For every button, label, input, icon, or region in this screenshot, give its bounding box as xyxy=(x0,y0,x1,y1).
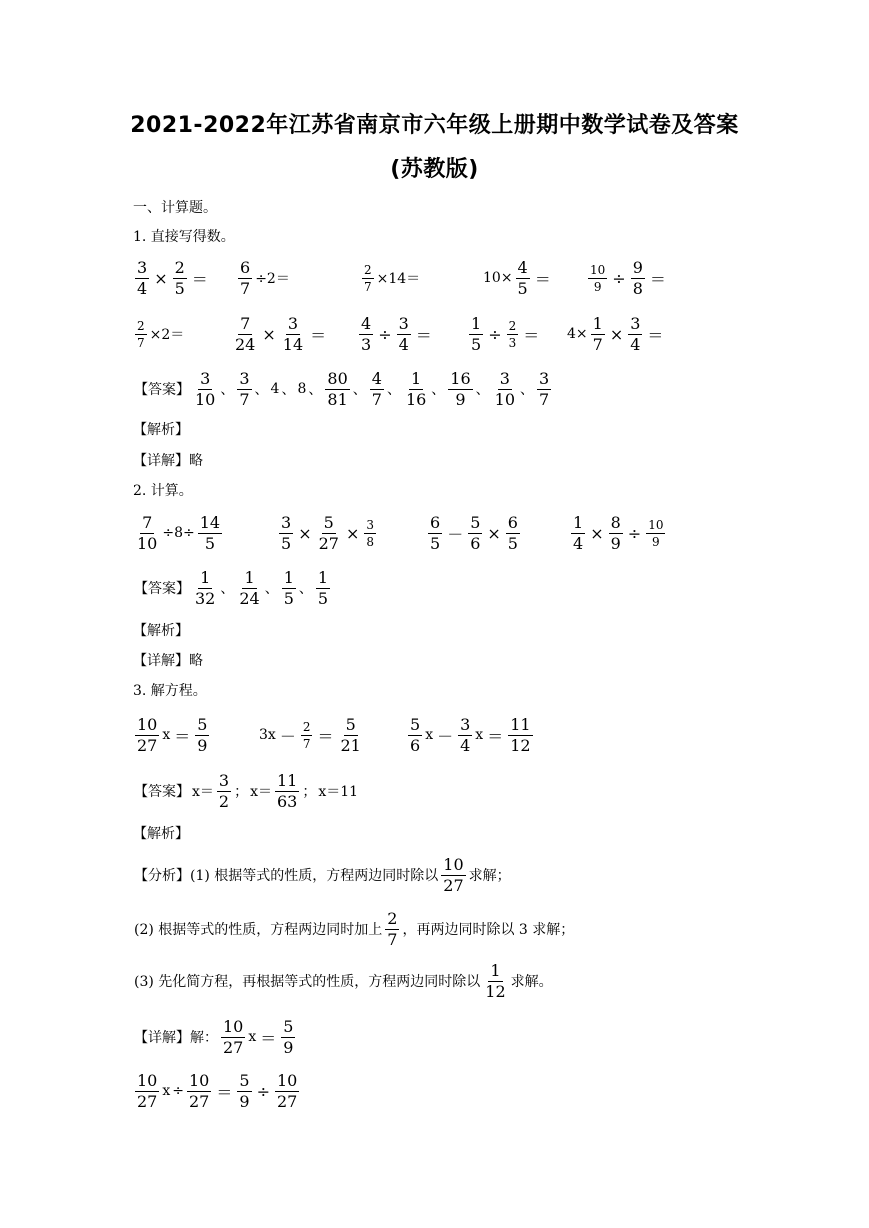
denominator: 9 xyxy=(455,389,466,409)
numerator: 6 xyxy=(507,512,518,532)
numerator: 2 xyxy=(174,257,185,277)
q2-problem xyxy=(277,510,378,556)
denominator: 6 xyxy=(410,735,421,755)
numerator: 5 xyxy=(323,512,334,532)
variable: x xyxy=(162,1083,171,1099)
q3-detail-row-2 xyxy=(0,1068,869,1114)
equals: ＝ xyxy=(534,269,551,289)
denominator: 63 xyxy=(277,791,298,811)
numerator: 2 xyxy=(137,318,145,333)
numerator: 11 xyxy=(277,770,298,790)
numerator: 6 xyxy=(240,257,251,277)
numerator: 80 xyxy=(327,368,348,388)
analysis-text xyxy=(133,852,512,898)
answer-separator: 、 xyxy=(264,581,279,597)
q3-analysis-1 xyxy=(0,852,869,898)
operator: × xyxy=(154,268,168,288)
term: 3x xyxy=(259,727,276,743)
numerator: 14 xyxy=(199,512,221,532)
numerator: 2 xyxy=(302,719,311,734)
operator: ×14＝ xyxy=(376,271,421,287)
operator: 4× xyxy=(567,326,588,342)
equals: ＝ xyxy=(260,1028,277,1048)
denominator: 27 xyxy=(223,1037,244,1057)
equals: ＝ xyxy=(216,1082,233,1102)
operator: － xyxy=(279,726,296,746)
numerator: 2 xyxy=(387,908,398,928)
answer-label: 【答案】 xyxy=(134,581,190,597)
numerator: 10 xyxy=(189,1070,210,1090)
variable: x xyxy=(162,727,171,743)
numerator: 5 xyxy=(239,1070,250,1090)
denominator: 5 xyxy=(507,533,518,553)
q3-problem-row xyxy=(0,712,869,758)
answer-separator: 、 xyxy=(254,382,269,398)
denominator: 27 xyxy=(189,1091,210,1111)
numerator: 3 xyxy=(539,368,550,388)
detail-step xyxy=(133,1014,297,1060)
denominator: 9 xyxy=(593,279,602,294)
denominator: 14 xyxy=(282,334,304,354)
numerator: 1 xyxy=(592,313,603,333)
numerator: 11 xyxy=(510,714,531,734)
q2-problem xyxy=(426,510,522,556)
operator: ÷ xyxy=(256,1081,270,1101)
equals: ＝ xyxy=(191,269,208,289)
denominator: 27 xyxy=(137,735,158,755)
numerator: 1 xyxy=(411,368,422,388)
denominator: 81 xyxy=(327,389,348,409)
denominator: 7 xyxy=(137,335,145,350)
answer-fraction xyxy=(282,567,296,608)
q2-detail-label: 【详解】略 xyxy=(133,653,203,669)
denominator: 9 xyxy=(610,533,621,553)
denominator: 3 xyxy=(508,335,517,350)
numerator: 10 xyxy=(137,714,158,734)
numerator: 7 xyxy=(142,512,153,532)
denominator: 27 xyxy=(318,533,339,553)
operator: ÷ xyxy=(172,1083,184,1099)
equals: ＝ xyxy=(647,325,664,345)
denominator: 5 xyxy=(283,588,294,608)
q1-problem xyxy=(133,311,185,357)
denominator: 4 xyxy=(398,334,409,354)
operator: ÷ xyxy=(378,324,392,344)
denominator: 2 xyxy=(218,791,230,811)
q2-answer-row xyxy=(0,565,869,611)
answer-value: 8 xyxy=(297,381,307,397)
denominator: 8 xyxy=(366,534,374,549)
q1-problem xyxy=(482,255,554,301)
answer-value: 4 xyxy=(270,381,280,397)
operator: × xyxy=(609,324,624,344)
numerator: 10 xyxy=(590,262,606,277)
q2-analysis-label: 【解析】 xyxy=(133,623,189,639)
variable: x xyxy=(425,727,434,743)
denominator: 10 xyxy=(137,533,158,553)
detail-step xyxy=(133,1068,301,1114)
answer-separator: 、 xyxy=(520,382,535,398)
answer-label: 【答案】 xyxy=(134,382,190,398)
numerator: 1 xyxy=(573,512,584,532)
numerator: 10 xyxy=(648,517,664,532)
q3-analysis-3 xyxy=(0,958,869,1004)
denominator: 7 xyxy=(240,278,251,298)
q1-problem-row-2 xyxy=(0,311,869,357)
document-title-line1: 2021-2022年江苏省南京市六年级上册期中数学试卷及答案 xyxy=(130,113,739,138)
answer-fraction xyxy=(237,368,251,409)
analysis-prefix: 【分析】(1) 根据等式的性质，方程两边同时除以 xyxy=(134,868,439,884)
answer-separator: 、 xyxy=(431,382,446,398)
denominator: 32 xyxy=(195,588,216,608)
numerator: 3 xyxy=(630,313,641,333)
numerator: 9 xyxy=(632,257,643,277)
question-2-label: 2. 计算。 xyxy=(133,483,193,499)
q1-problem xyxy=(236,255,291,301)
numerator: 6 xyxy=(430,512,441,532)
q3-answer xyxy=(133,768,359,814)
denominator: 27 xyxy=(276,1091,298,1111)
analysis-prefix: (2) 根据等式的性质，方程两边同时加上 xyxy=(134,922,383,938)
q3-analysis-2 xyxy=(0,906,869,952)
equals: ＝ xyxy=(487,726,504,746)
equals: ＝ xyxy=(649,269,666,289)
numerator: 3 xyxy=(460,714,471,734)
analysis-suffix: 求解； xyxy=(468,868,511,884)
denominator: 21 xyxy=(340,735,361,755)
numerator: 4 xyxy=(371,368,382,388)
q1-problem xyxy=(566,311,666,357)
denominator: 10 xyxy=(195,389,216,409)
numerator: 3 xyxy=(398,313,409,333)
answer-separator: 、 xyxy=(220,581,235,597)
q3-equation xyxy=(258,712,365,758)
equals: ＝ xyxy=(174,726,191,746)
answer-label: 【答案】 xyxy=(134,784,190,800)
denominator: 5 xyxy=(204,533,215,553)
answer-separator: 、 xyxy=(352,382,367,398)
operator: 10× xyxy=(483,270,513,286)
answer-fraction xyxy=(493,368,517,409)
analysis-text xyxy=(133,906,575,952)
analysis-text xyxy=(133,958,554,1004)
denominator: 9 xyxy=(239,1091,250,1111)
numerator: 16 xyxy=(450,368,471,388)
answer-separator: 、 xyxy=(298,581,313,597)
denominator: 27 xyxy=(137,1091,158,1111)
operator: × xyxy=(345,523,360,543)
denominator: 7 xyxy=(239,389,250,409)
q3-detail-row-1 xyxy=(0,1014,869,1060)
denominator: 7 xyxy=(592,334,603,354)
numerator: 5 xyxy=(345,714,356,734)
answer-variable: x＝ xyxy=(250,784,272,800)
denominator: 5 xyxy=(517,278,528,298)
document-title-line2: (苏教版) xyxy=(390,157,479,182)
numerator: 1 xyxy=(317,567,329,587)
q2-problem xyxy=(133,510,224,556)
q1-problem xyxy=(231,311,329,357)
q3-equation xyxy=(406,712,535,758)
q2-problem-row xyxy=(0,510,869,556)
question-1-label: 1. 直接写得数。 xyxy=(133,229,235,245)
denominator: 4 xyxy=(630,334,641,354)
operator: － xyxy=(447,524,464,544)
denominator: 5 xyxy=(430,533,441,553)
equals: ＝ xyxy=(415,325,432,345)
analysis-suffix: 求解。 xyxy=(510,974,553,990)
numerator: 10 xyxy=(223,1016,244,1036)
numerator: 2 xyxy=(508,318,517,333)
separator: ； xyxy=(234,784,249,800)
answer-separator: 、 xyxy=(386,382,401,398)
denominator: 9 xyxy=(197,735,208,755)
analysis-prefix: (3) 先化简方程，再根据等式的性质，方程两边同时除以 xyxy=(134,974,481,990)
q3-equation xyxy=(133,712,211,758)
numerator: 1 xyxy=(244,567,255,587)
answer-fraction xyxy=(325,368,349,409)
answer-fraction xyxy=(193,368,217,409)
numerator: 3 xyxy=(137,257,148,277)
numerator: 1 xyxy=(200,567,211,587)
operator: × xyxy=(487,523,501,543)
q1-answer-row xyxy=(0,366,869,412)
numerator: 10 xyxy=(276,1070,298,1090)
q1-analysis-label: 【解析】 xyxy=(133,422,189,438)
answer-fraction xyxy=(537,368,551,409)
answer-fraction xyxy=(370,368,384,409)
denominator: 12 xyxy=(485,981,506,1001)
denominator: 24 xyxy=(239,588,260,608)
numerator: 7 xyxy=(240,313,251,333)
numerator: 3 xyxy=(200,368,211,388)
denominator: 3 xyxy=(361,334,372,354)
answer-value: x＝11 xyxy=(318,784,359,800)
operator: ÷ xyxy=(612,268,626,288)
numerator: 5 xyxy=(410,714,421,734)
operator: ×2＝ xyxy=(149,327,185,343)
denominator: 6 xyxy=(470,533,481,553)
answer-separator: 、 xyxy=(281,382,296,398)
operator: ÷2＝ xyxy=(255,271,290,287)
operator: ÷ xyxy=(627,523,642,543)
denominator: 27 xyxy=(443,875,464,895)
denominator: 9 xyxy=(652,534,660,549)
q1-problem xyxy=(360,255,421,301)
denominator: 5 xyxy=(471,334,482,354)
numerator: 3 xyxy=(287,313,299,333)
denominator: 4 xyxy=(137,278,148,298)
q1-detail-label: 【详解】略 xyxy=(133,453,203,469)
denominator: 5 xyxy=(317,588,329,608)
detail-label: 【详解】解： xyxy=(134,1030,218,1046)
q1-problem-row-1 xyxy=(0,255,869,301)
q1-answer xyxy=(133,366,553,412)
numerator: 5 xyxy=(470,512,481,532)
numerator: 3 xyxy=(499,368,510,388)
q1-problem xyxy=(467,311,542,357)
operator: × xyxy=(262,324,276,344)
denominator: 9 xyxy=(283,1037,294,1057)
answer-variable: x＝ xyxy=(192,784,214,800)
section-heading: 一、计算题。 xyxy=(133,200,217,216)
denominator: 4 xyxy=(460,735,471,755)
numerator: 3 xyxy=(281,512,292,532)
denominator: 8 xyxy=(632,278,643,298)
separator: ； xyxy=(302,784,317,800)
denominator: 24 xyxy=(235,334,256,354)
numerator: 5 xyxy=(197,714,208,734)
numerator: 1 xyxy=(283,567,294,587)
denominator: 16 xyxy=(405,389,427,409)
operator: ÷ xyxy=(488,324,502,344)
answer-fraction xyxy=(193,567,217,608)
denominator: 7 xyxy=(539,389,550,409)
variable: x xyxy=(475,727,484,743)
equals: ＝ xyxy=(523,325,540,345)
answer-separator: 、 xyxy=(475,382,490,398)
denominator: 7 xyxy=(364,279,372,294)
denominator: 7 xyxy=(387,929,398,949)
operator: ÷8÷ xyxy=(162,525,195,541)
answer-fraction xyxy=(404,368,428,409)
question-3-label: 3. 解方程。 xyxy=(133,683,207,699)
numerator: 3 xyxy=(218,770,230,790)
q3-answer-row xyxy=(0,768,869,814)
denominator: 4 xyxy=(573,533,584,553)
operator: × xyxy=(298,523,312,543)
q2-answer xyxy=(133,565,332,611)
q3-analysis-label: 【解析】 xyxy=(133,826,189,842)
denominator: 5 xyxy=(174,278,185,298)
q1-problem xyxy=(586,255,669,301)
numerator: 4 xyxy=(361,313,372,333)
numerator: 4 xyxy=(517,257,528,277)
q1-problem xyxy=(133,255,211,301)
denominator: 7 xyxy=(371,389,382,409)
answer-separator: 、 xyxy=(308,382,323,398)
answer-fraction xyxy=(316,567,330,608)
numerator: 10 xyxy=(137,1070,158,1090)
numerator: 10 xyxy=(443,854,464,874)
variable: x xyxy=(248,1029,257,1045)
operator: × xyxy=(590,523,604,543)
numerator: 1 xyxy=(490,960,501,980)
denominator: 12 xyxy=(510,735,531,755)
q1-problem xyxy=(357,311,435,357)
answer-fraction xyxy=(448,368,472,409)
numerator: 8 xyxy=(610,512,621,532)
numerator: 1 xyxy=(471,313,482,333)
analysis-suffix: ，再两边同时除以 3 求解； xyxy=(402,922,575,938)
numerator: 2 xyxy=(364,262,372,277)
q2-problem xyxy=(569,510,667,556)
equals: ＝ xyxy=(310,325,327,345)
denominator: 5 xyxy=(281,533,292,553)
denominator: 10 xyxy=(494,389,516,409)
answer-fraction xyxy=(237,567,261,608)
answer-separator: 、 xyxy=(220,382,235,398)
denominator: 7 xyxy=(302,736,311,751)
numerator: 3 xyxy=(366,517,374,532)
numerator: 5 xyxy=(283,1016,294,1036)
numerator: 3 xyxy=(239,368,250,388)
operator: － xyxy=(437,726,454,746)
equals: ＝ xyxy=(317,726,334,746)
